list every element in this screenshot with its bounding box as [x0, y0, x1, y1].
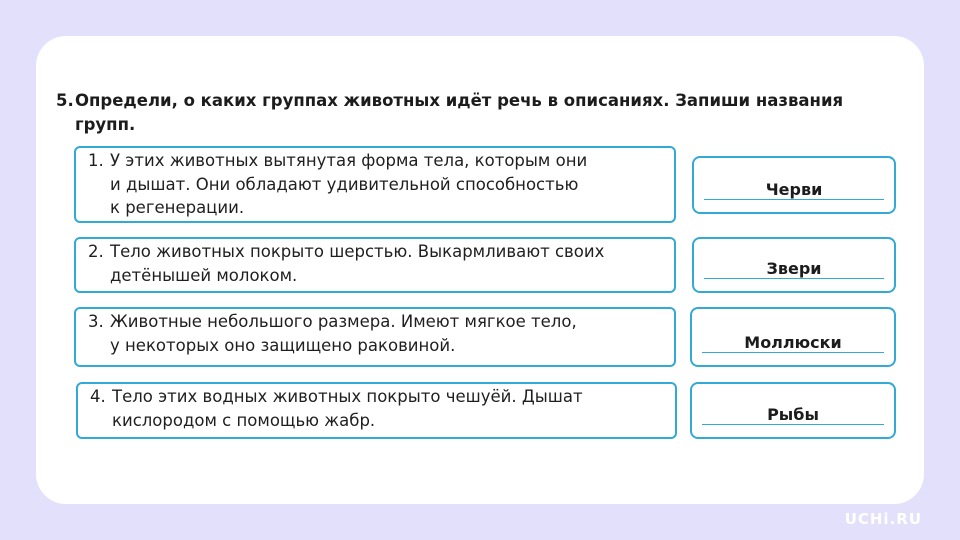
answer-field-2[interactable]: [692, 237, 896, 293]
description-box-2: [74, 237, 676, 293]
description-text: Тело этих водных животных покрыто чешуёй. Дышат кислородом с помощью жабр.: [112, 387, 583, 430]
description-text: Тело животных покрыто шерстью. Выкармливают своих детёнышей молоком.: [110, 242, 605, 285]
answer-text: Звери: [766, 259, 822, 278]
description-number: 3.: [88, 312, 104, 331]
answer-underline: [702, 352, 884, 353]
answer-text: Моллюски: [744, 333, 842, 352]
answer-text: Рыбы: [767, 405, 819, 424]
brand-logo: UCHi.RU: [844, 510, 922, 528]
description-number: 1.: [88, 151, 104, 170]
answer-text: Черви: [765, 180, 823, 199]
answer-field-1[interactable]: [692, 156, 896, 214]
task-text: Определи, о каких группах животных идёт речь в описаниях. Запиши названия групп.: [75, 91, 844, 134]
answer-underline: [704, 199, 884, 200]
description-box-1: [74, 146, 676, 223]
answer-underline: [704, 278, 884, 279]
task-heading: [56, 89, 896, 137]
answer-field-4[interactable]: [690, 382, 896, 439]
answer-field-3[interactable]: [690, 307, 896, 367]
description-number: 2.: [88, 242, 104, 261]
answer-underline: [702, 424, 884, 425]
description-text: У этих животных вытянутая форма тела, которым они и дышат. Они обладают удивительной способностью к регенерации.: [110, 151, 588, 217]
description-box-3: [74, 307, 676, 367]
task-number: 5.: [56, 91, 74, 110]
description-text: Животные небольшого размера. Имеют мягкое тело, у некоторых оно защищено раковиной.: [110, 312, 577, 355]
description-number: 4.: [90, 387, 106, 406]
description-box-4: [76, 382, 677, 439]
